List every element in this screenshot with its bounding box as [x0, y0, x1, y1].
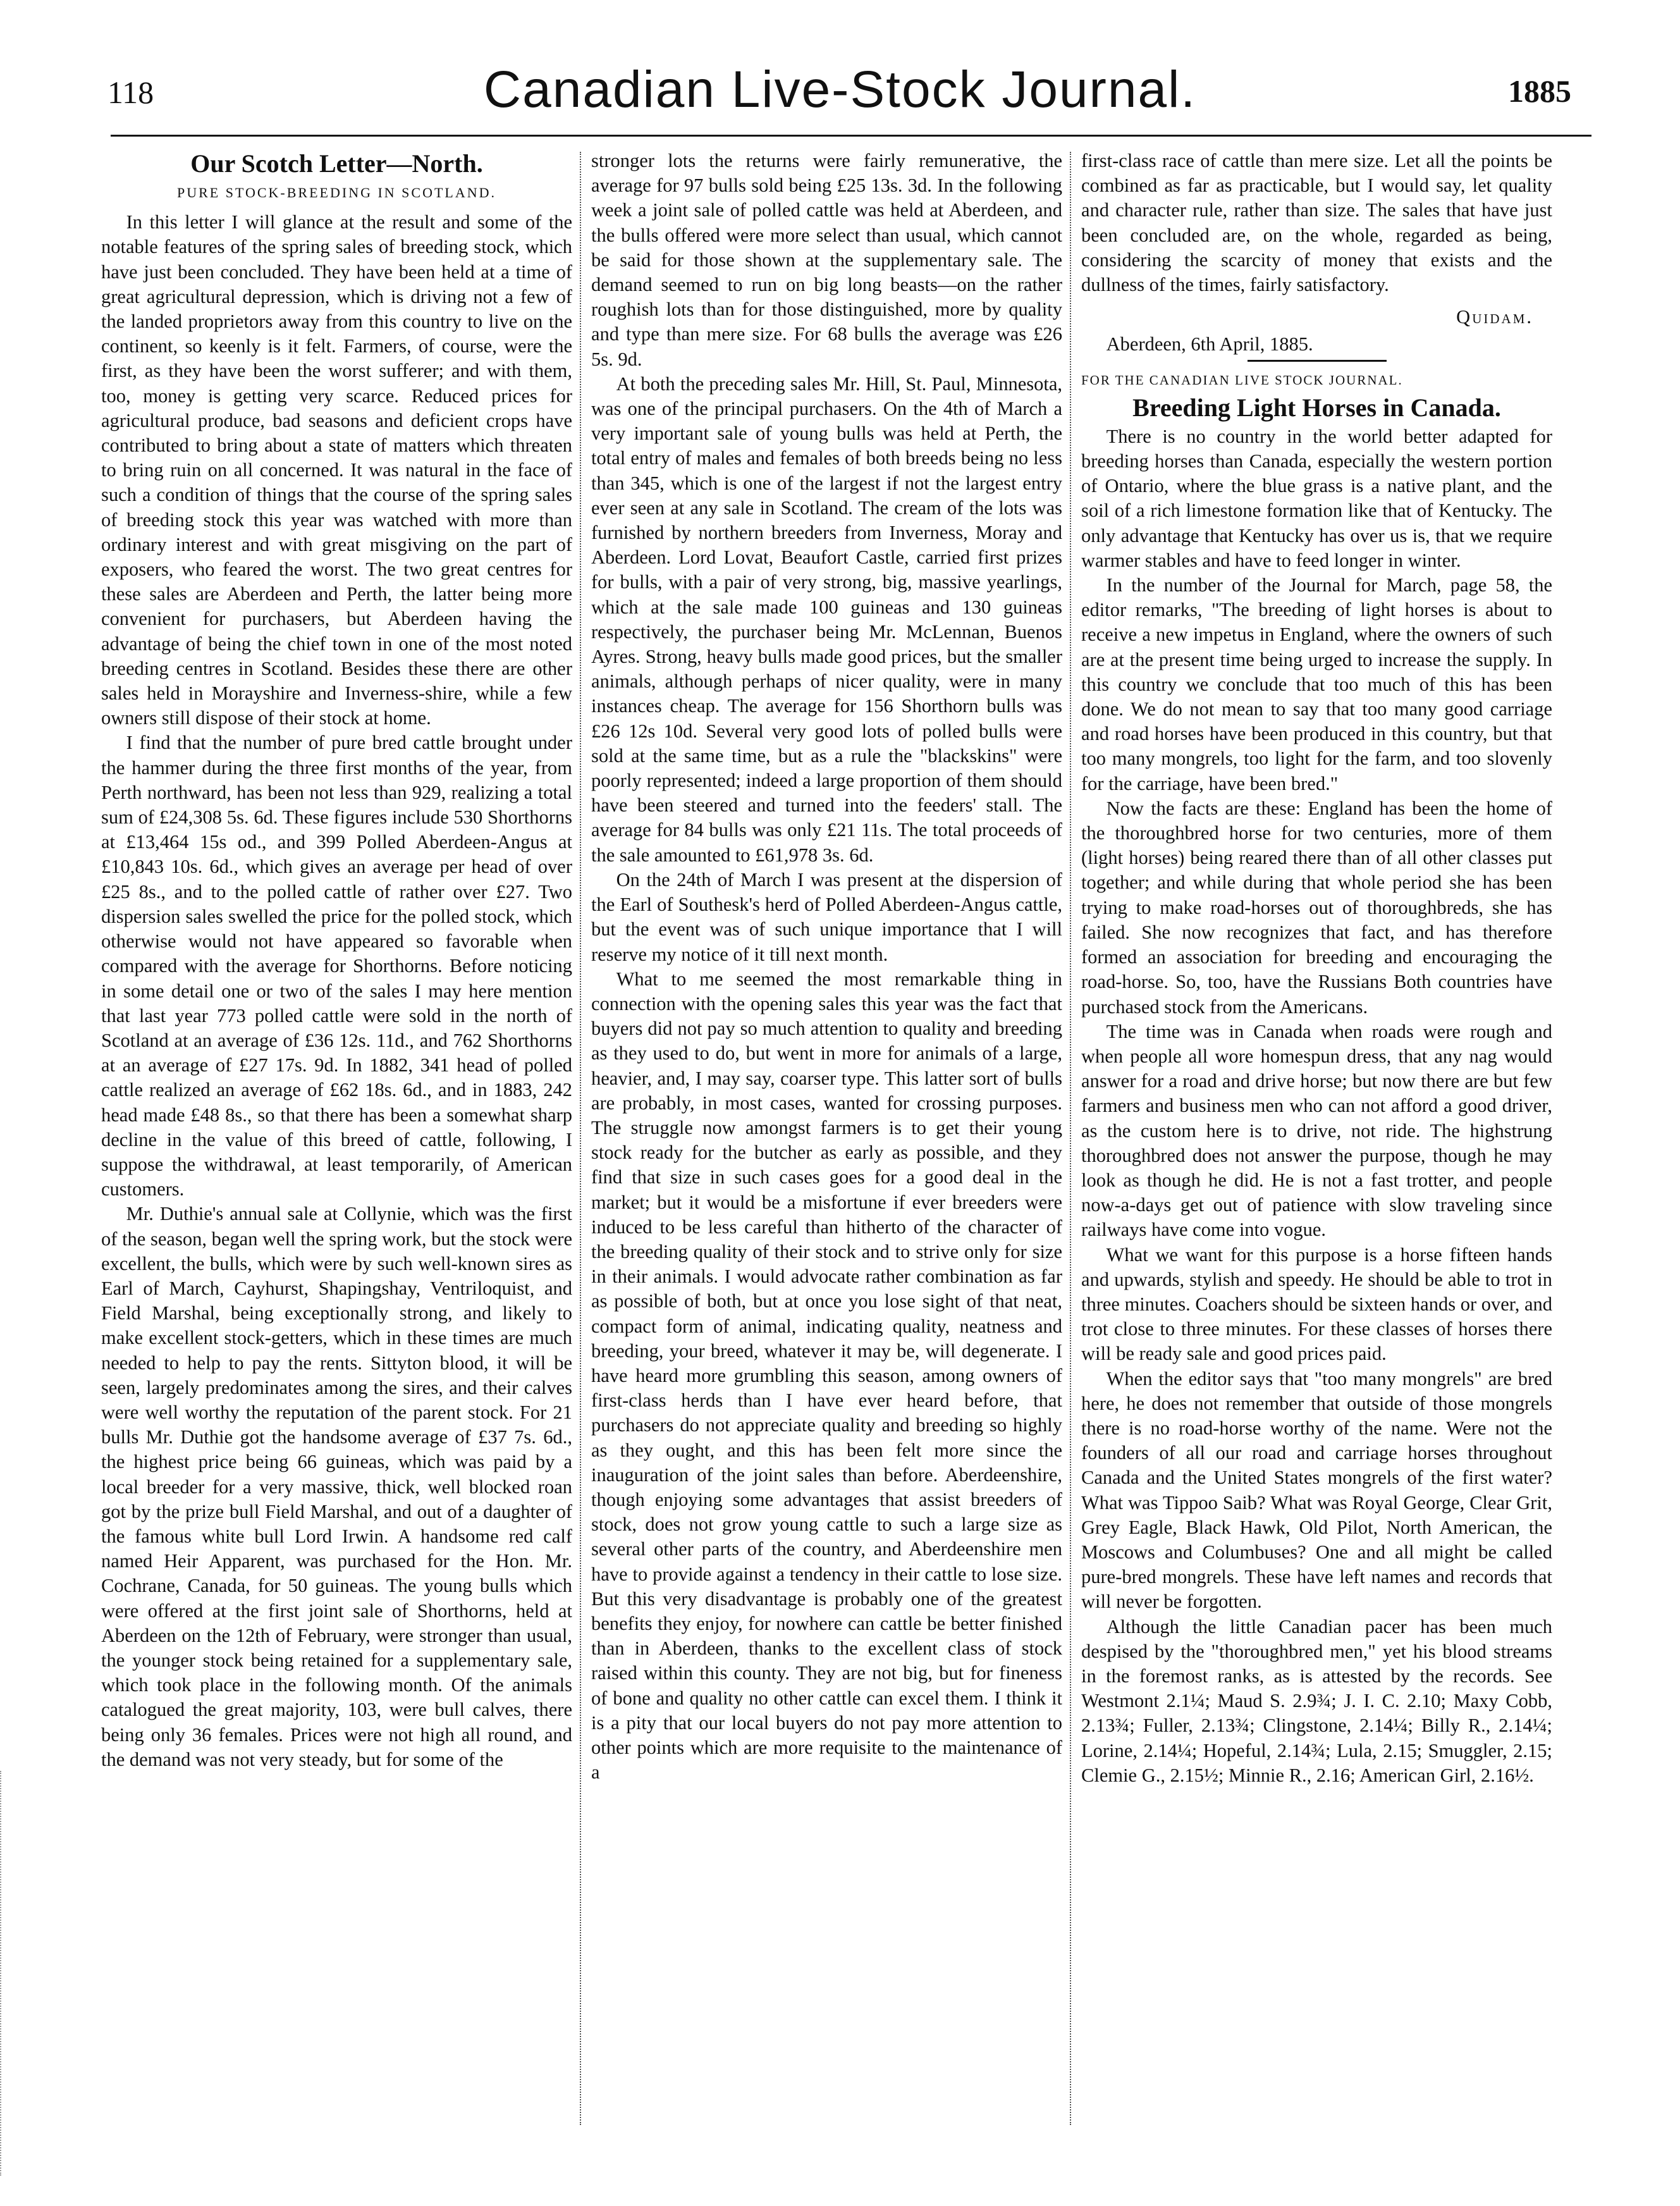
paragraph: Although the little Canadian pacer has been much despised by the "thoroughbred men," yet his blood streams in the foremost ranks, as is attested by the records. See Westmont 2.1¼; Maud S. 2.9¾; J. I. C. 2.10; Maxy Cobb, 2.13¾; Fuller, 2.13¾; Clingstone, 2.14¼; Billy R., 2.14¼; Lorine, 2.14¼; Hopeful, 2.14¾; Lula, 2.15; Smuggler, 2.15; Clemie G., 2.15½; Minnie R., 2.16; American Girl, 2.16½. [1081, 1615, 1552, 1786]
paragraph: At both the preceding sales Mr. Hill, St. Paul, Minnesota, was one of the principal purchasers. On the 4th of March a very important sale of young bulls was held at Perth, the total entry of males and females of both breeds being no less than 345, which is one of the largest if not the largest entry ever seen at any sale in Scotland. The cream of the lots was furnished by northern breeders from Inverness, Moray and Aberdeen. Lord Lovat, Beaufort Castle, carried first prizes for bulls, with a pair of very strong, big, massive yearlings, which at the sale made 100 guineas and 130 guineas respectively, the purchaser being Mr. McLennan, Buenos Ayres. Strong, heavy bulls made good prices, but the smaller animals, although perhaps of nicer quality, were in many instances cheap. The average for 156 Shorthorn bulls was £26 12s 10d. Several very good lots of polled bulls were sold at the same time, but as a rule the "blackskins" were poorly represented; indeed a large proportion of them should have been steered and turned into the feeders' stall. The average for 84 bulls was only £21 11s. The total proceeds of the sale amounted to £61,978 3s. 6d. [591, 373, 1062, 866]
column-divider [1070, 152, 1071, 2125]
section-divider [1248, 360, 1387, 362]
dateline: Aberdeen, 6th April, 1885. [1106, 333, 1313, 355]
paragraph: In this letter I will glance at the result and some of the notable features of the spring sales of breeding stock, which have just been concluded. They have been held at a time of great agricultural depression, which is driving not a few of the landed proprietors away from this country to live on the continent, so keenly is it felt. Farmers, of course, were the first, as they have been the worst sufferer; and with them, too, money is getting very scarce. Reduced prices for agricultural produce, bad seasons and deficient crops have contributed to bring about a state of matters which threaten to bring ruin on all concerned. It was natural in the face of such a condition of things that the course of the spring sales of breeding stock this year was watched with more than ordinary interest and with great misgiving on the part of exposers, who feared the worst. The two great centres for these sales are Aberdeen and Perth, the latter being more convenient for purchasers, but Aberdeen having the advantage of being the chief town in one of the most noted breeding centres in Scotland. Besides these there are other sales held in Morayshire and Inverness-shire, while a few owners still dispose of their stock at home. [101, 211, 572, 729]
article-title: Our Scotch Letter—North. [190, 149, 483, 178]
article-kicker: FOR THE CANADIAN LIVE STOCK JOURNAL. [1081, 372, 1403, 388]
paragraph: On the 24th of March I was present at the dispersion of the Earl of Southesk's herd of Polled Aberdeen-Angus cattle, but the event was of such unique importance that I will reserve my notice of it till next month. [591, 868, 1062, 965]
paragraph: When the editor says that "too many mongrels" are bred here, he does not remember that outside of those mongrels there is no road-horse worthy of the name. Were not the founders of all our road and carriage horses throughout Canada and the United States mongrels of the first water? What was Tippoo Saib? What was Royal George, Clear Grit, Grey Eagle, Black Hawk, Old Pilot, North American, the Moscows and Columbuses? One and all might be called pure-bred mongrels. These have left names and records that will never be forgotten. [1081, 1367, 1552, 1613]
paragraph: The time was in Canada when roads were rough and when people all wore homespun dress, that any nag would answer for a road and drive horse; but now there are but few farmers and business men who can not afford a good driver, as the custom here is to drive, not ride. The highstrung thoroughbred does not answer the purpose, though he may look as though he did. He is not a fast trotter, and people now-a-days get out of patience with slow traveling since railways have come into vogue. [1081, 1020, 1552, 1241]
journal-title: Canadian Live-Stock Journal. [483, 61, 1197, 118]
paragraph: What to me seemed the most remarkable thing in connection with the opening sales this year was the fact that buyers did not pay so much attention to quality and breeding as they used to do, but went in more for animals of a large, heavier, and, I may say, coarser type. This latter sort of bulls are probably, in most cases, wanted for crossing purposes. The struggle now amongst farmers is to get their young stock ready for the butcher as early as possible, and they find that size in such cases goes for a good deal in the market; but it would be a misfortune if ever breeders were induced to be less careful than hitherto of the character of the breeding quality of their stock and to strive only for size in their animals. I would advocate rather combination as far as possible of both, but at once you lose sight of that neat, compact form of animal, indicating quality, neatness and breeding, your breed, whatever it may be, will degenerate. I have heard more grumbling this season, among owners of first-class herds than I have ever heard before, that purchasers do not appreciate quality and breeding so highly as they ought, and this has been felt more since the inauguration of the joint sales than before. Aberdeenshire, though enjoying some advantages that assist breeders of stock, does not grow young cattle to such a large size as several other parts of the country, and Aberdeenshire men have to provide against a tendency in their cattle to lose size. But this very disadvantage is probably one of the greatest benefits they enjoy, for nowhere can cattle be better finished than in Aberdeen, thanks to the excellent class of stock raised within this county. They are not big, but for fineness of bone and quality no other cattle can excel them. I think it is a pity that our local buyers do not pay more attention to other points which are more requisite to the maintenance of a [591, 968, 1062, 1784]
article-title: Breeding Light Horses in Canada. [1132, 393, 1501, 422]
paragraph: What we want for this purpose is a horse fifteen hands and upwards, stylish and speedy. He should be able to trot in three minutes. Coachers should be sixteen hands or over, and trot close to three minutes. For these classes of horses there will be ready sale and good prices paid. [1081, 1243, 1552, 1365]
column-2 [591, 149, 1062, 2122]
paragraph: first-class race of cattle than mere size. Let all the points be combined as far as practicable, but I would say, let quality and character rule, rather than size. The sales that have just been concluded are, on the whole, regarded as being, considering the scarcity of money that exists and the dullness of the times, fairly satisfactory. [1081, 150, 1552, 296]
column-3 [1081, 149, 1552, 2122]
article-subtitle: PURE STOCK-BREEDING IN SCOTLAND. [176, 185, 497, 200]
header-rule [111, 135, 1591, 137]
masthead [95, 60, 1585, 136]
issue-year: 1885 [1508, 73, 1571, 109]
margin-mark [0, 1771, 1, 2176]
column-1 [101, 149, 572, 2122]
paragraph: Now the facts are these: England has been the home of the thoroughbred horse for two centuries, more of them (light horses) being reared there than of all other classes put together; and while during that whole period she has been trying to make road-horses out of thoroughbreds, she has failed. She now recognizes that fact, and has therefore formed an association for breeding and encouraging the road-horse. So, too, have the Russians Both countries have purchased stock from the Americans. [1081, 797, 1552, 1018]
paragraph: stronger lots the returns were fairly remunerative, the average for 97 bulls sold being £25 13s. 3d. In the following week a joint sale of polled cattle was held at Aberdeen, and the bulls offered were more select than usual, which cannot be said for those shown at the supplementary sale. The demand seemed to run on big long beasts—on the rather roughish lots than for those distinguished, more by quality and type than mere size. For 68 bulls the average was £26 5s. 9d. [591, 150, 1062, 370]
paragraph: I find that the number of pure bred cattle brought under the hammer during the three first months of the year, from Perth northward, has been not less than 929, realizing a total sum of £24,308 5s. 6d. These figures include 530 Shorthorns at £13,464 15s od., and 399 Polled Aberdeen-Angus at £10,843 10s. 6d., which gives an average per head of over £25 8s., and to the polled cattle of rather over £27. Two dispersion sales swelled the price for the polled stock, which otherwise would not have appeared so favorable when compared with the average for Shorthorns. Before noticing in some detail one or two of the sales I may here mention that last year 773 polled cattle were sold in the north of Scotland at an average of £36 12s. 11d., and 762 Shorthorns at an average of £27 17s. 9d. In 1882, 341 head of polled cattle realized an average of £62 18s. 6d., and in 1883, 242 head made £48 8s., so that there has been a somewhat sharp decline in the value of this breed of cattle, following, I suppose the withdrawal, at least temporarily, of American customers. [101, 732, 572, 1200]
paragraph: There is no country in the world better adapted for breeding horses than Canada, especially the western portion of Ontario, where the blue grass is a native plant, and the soil of a rich limestone formation like that of Kentucky. The only advantage that Kentucky has over us is, that we require warmer stables and have to feed longer in winter. [1081, 425, 1552, 571]
paragraph: In the number of the Journal for March, page 58, the editor remarks, "The breeding of light horses is about to receive a new impetus in England, where the owners of such are at the present time being urged to increase the supply. In this country we conclude that too much of this has been done. We do not mean to say that too many good carriage and road horses have been produced in this country, but that too many mongrels, too light for the farm, and too slovenly for the carriage, have been bred." [1081, 574, 1552, 794]
column-divider [580, 152, 581, 2125]
paragraph: Mr. Duthie's annual sale at Collynie, which was the first of the season, began well the spring work, but the stock were excellent, the bulls, which were by such well-known sires as Earl of March, Cayhurst, Shapingshay, Ventriloquist, and Field Marshal, being exceptionally strong, and likely to make excellent stock-getters, which in these times are much needed to help to pay the rents. Sittyton blood, it will be seen, largely predominates among the sires, and their calves were well worthy the reputation of the parent stock. For 21 bulls Mr. Duthie got the handsome average of £37 7s. 6d., the highest price being 66 guineas, which was paid by a local breeder for a very massive, thick, well blocked roan got by the prize bull Field Marshal, and out of a daughter of the famous white bull Lord Irwin. A handsome red calf named Heir Apparent, was purchased for the Hon. Mr. Cochrane, Canada, for 50 guineas. The young bulls which were offered at the first joint sale of Shorthorns, held at Aberdeen on the 12th of February, were stronger than usual, the younger stock being retained for a supplementary sale, which took place in the following month. Of the animals catalogued the great majority, 103, were bull calves, there being only 36 females. Prices were not high all round, and the demand was not very steady, but for some of the [101, 1203, 572, 1770]
author-signature: Quidam. [1456, 306, 1533, 328]
page-number: 118 [107, 75, 154, 110]
